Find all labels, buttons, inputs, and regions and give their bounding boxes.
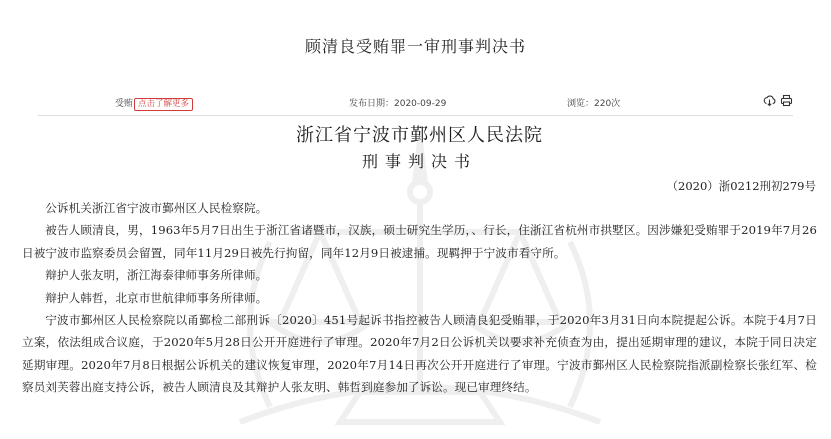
paragraph-prosecutor: 公诉机关浙江省宁波市鄞州区人民检察院。	[45, 201, 268, 215]
case-number: （2020）浙0212刑初279号	[666, 179, 816, 193]
publish-date: 发布日期：2020-09-29	[349, 99, 447, 109]
view-count: 浏览：220次	[567, 99, 621, 109]
judgment-document	[22, 121, 817, 399]
explain-more-button[interactable]: 点击了解更多	[134, 98, 193, 111]
charge-label: 受贿	[115, 99, 134, 109]
meta-bar	[0, 94, 831, 112]
document-type: 刑事判决书	[361, 152, 477, 171]
paragraph-proceedings: 宁波市鄞州区人民检察院以甬鄞检二部刑诉〔2020〕451号起诉书指控被告人顾清良犯受贿罪，于2020年3月31日向本院提起公诉。本院于4月7日立案，依法组成合议庭，于2020年5月28日公开开庭进行了审理。2020年7月2日公诉机关以要求补充侦查为由，提出延期审理的建议，本院于同日决定延期审理。2020年7月8日根据公诉机关的建议恢复审理，2020年7月14日再次公开开庭进行了审理。宁波市鄞州区人民检察院指派副检察长张红军、检察员刘芙蓉出庭支持公诉，被告人顾清良及其辩护人张友明、韩哲到庭参加了诉讼。现已审理终结。	[22, 313, 817, 395]
download-icon[interactable]	[763, 94, 776, 107]
court-name: 浙江省宁波市鄞州区人民法院	[296, 125, 543, 146]
print-icon[interactable]	[780, 94, 793, 107]
paragraph-defender-2: 辩护人韩哲，北京市世航律师事务所律师。	[45, 290, 268, 305]
header-divider	[38, 115, 793, 116]
paragraph-defender-1: 辩护人张友明，浙江海泰律师事务所律师。	[45, 268, 268, 283]
paragraph-defendant: 被告人顾清良，男，1963年5月7日出生于浙江省诸暨市，汉族，硕士研究生学历，、行长，住浙江省杭州市拱墅区。因涉嫌犯受贿罪于2019年7月26日被宁波市监察委员会留置，同年11月29日被先行拘留，同年12月9日被逮捕。现羁押于宁波市看守所。	[22, 223, 817, 260]
charge-info	[115, 96, 193, 111]
page-title: 顾清良受贿罪一审刑事判决书	[304, 37, 526, 56]
action-icons	[763, 94, 793, 107]
